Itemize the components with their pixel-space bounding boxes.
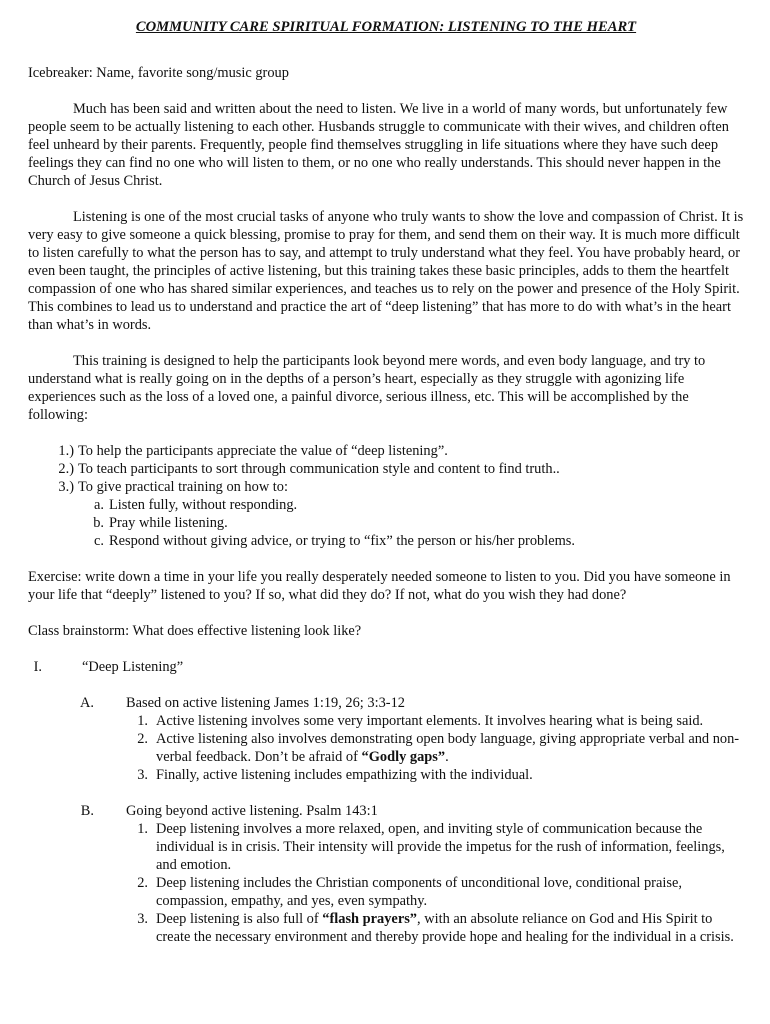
goal-item [28,478,744,496]
icebreaker-line: Icebreaker: Name, favorite song/music group [28,65,289,81]
subgoals-list [28,496,744,550]
subsection-title: Based on active listening James 1:19, 26; 3:3-12 [126,695,405,711]
point-text-post: . [445,749,449,765]
point-number: 3. [137,767,148,783]
point-text: Deep listening involves a more relaxed, open, and inviting style of communication because the individual is in crisis. Their intensity will provide the impetus for the rush of information, feelings, and emotion. [156,821,725,873]
subsection-title: Going beyond active listening. Psalm 143:1 [126,803,378,819]
point-text: Active listening involves some very important elements. It involves hearing what is being said. [156,713,704,729]
subsection-A-points [126,712,744,784]
point-text [156,730,744,766]
subgoal-letter: a. [94,497,104,513]
subsection-heading-B [28,802,744,820]
point-number: 3. [137,911,148,927]
section-title: “Deep Listening” [82,659,184,675]
point-text: Deep listening includes the Christian components of unconditional love, conditional praise, compassion, empathy, and yes, even sympathy. [156,875,682,909]
point-text-pre: Deep listening is also full of [156,911,323,927]
subgoal-text: Listen fully, without responding. [109,497,298,513]
brainstorm-line: Class brainstorm: What does effective listening look like? [28,623,362,639]
goal-number: 2.) [58,461,74,477]
subgoal-item [28,514,744,532]
point-item [126,766,744,784]
goal-number: 1.) [58,443,74,459]
point-text [156,910,744,946]
section-number: I. [33,659,42,675]
subsection-letter: B. [80,803,94,819]
exercise-paragraph: Exercise: write down a time in your life you really desperately needed someone to listen to you. Did you have someone in your life that “deeply” listened to you? If so, what did they do? If not, what do you wish they had done? [28,569,731,603]
goal-number: 3.) [58,479,74,495]
subgoal-letter: c. [94,533,104,549]
subgoal-letter: b. [93,515,104,531]
subgoal-item [28,496,744,514]
point-text: Finally, active listening includes empathizing with the individual. [156,767,533,783]
point-item [126,820,744,874]
point-item [126,730,744,766]
subgoal-text: Pray while listening. [109,515,228,531]
goal-text: To teach participants to sort through communication style and content to find truth.. [78,461,560,477]
goals-list [28,442,744,550]
document-title: COMMUNITY CARE SPIRITUAL FORMATION: LISTENING TO THE HEART [135,19,637,35]
goal-text: To help the participants appreciate the value of “deep listening”. [78,443,448,459]
subgoal-text: Respond without giving advice, or trying to “fix” the person or his/her problems. [109,533,576,549]
point-item [126,874,744,910]
document-page [28,14,744,946]
flash-prayers-emphasis: “flash prayers” [322,911,417,927]
point-text-pre: Active listening also involves demonstrating open body language, giving appropriate verbal and non-verbal feedback. Don’t be afraid of [156,731,740,765]
point-item [126,910,744,946]
goal-text: To give practical training on how to: [78,479,288,495]
intro-paragraph-2: Listening is one of the most crucial tasks of anyone who truly wants to show the love and compassion of Christ. It is very easy to give someone a quick blessing, promise to pray for them, and send them on their way. It is much more difficult to listen carefully to what the person has to say, and attempt to truly understand what they feel. You have probably heard, or even been taught, the principles of active listening, but this training takes these basic principles, adds to them the heartfelt compassion of one who has shared similar experiences, and teaches us to rely on the power and presence of the Holy Spirit. This combines to lead us to understand and practice the art of “deep listening” that has more to do with what’s in the heart than what’s in words. [28,209,744,333]
godly-gaps-emphasis: “Godly gaps” [361,749,446,765]
subsection-heading-A [28,694,744,712]
point-item [126,712,744,730]
section-heading-I [28,658,744,676]
intro-paragraph-1: Much has been said and written about the need to listen. We live in a world of many words, but unfortunately few people seem to be actually listening to each other. Husbands struggle to communicate with their wives, and children often feel unheard by their parents. Frequently, people find themselves struggling in life situations where they have such deep feelings they can find no one who will listen to them, or no one who really understands. This should never happen in the Church of Jesus Christ. [28,101,729,189]
point-text-post: , with an absolute reliance on God and His Spirit to create the necessary environment and thereby provide hope and healing for the individual in a crisis. [156,911,734,945]
goal-item [28,460,744,478]
point-number: 1. [137,713,148,729]
subgoal-item [28,532,744,550]
point-number: 2. [137,875,148,891]
intro-paragraph-3: This training is designed to help the participants look beyond mere words, and even body language, and try to understand what is really going on in the depths of a person’s heart, especially as they struggle with agonizing life experiences such as the loss of a loved one, a painful divorce, serious illness, etc. This will be accomplished by the following: [28,353,706,423]
subsection-letter: A. [80,695,94,711]
point-number: 1. [137,821,148,837]
point-number: 2. [137,731,148,747]
goal-item [28,442,744,460]
subsection-B-points [126,820,744,946]
